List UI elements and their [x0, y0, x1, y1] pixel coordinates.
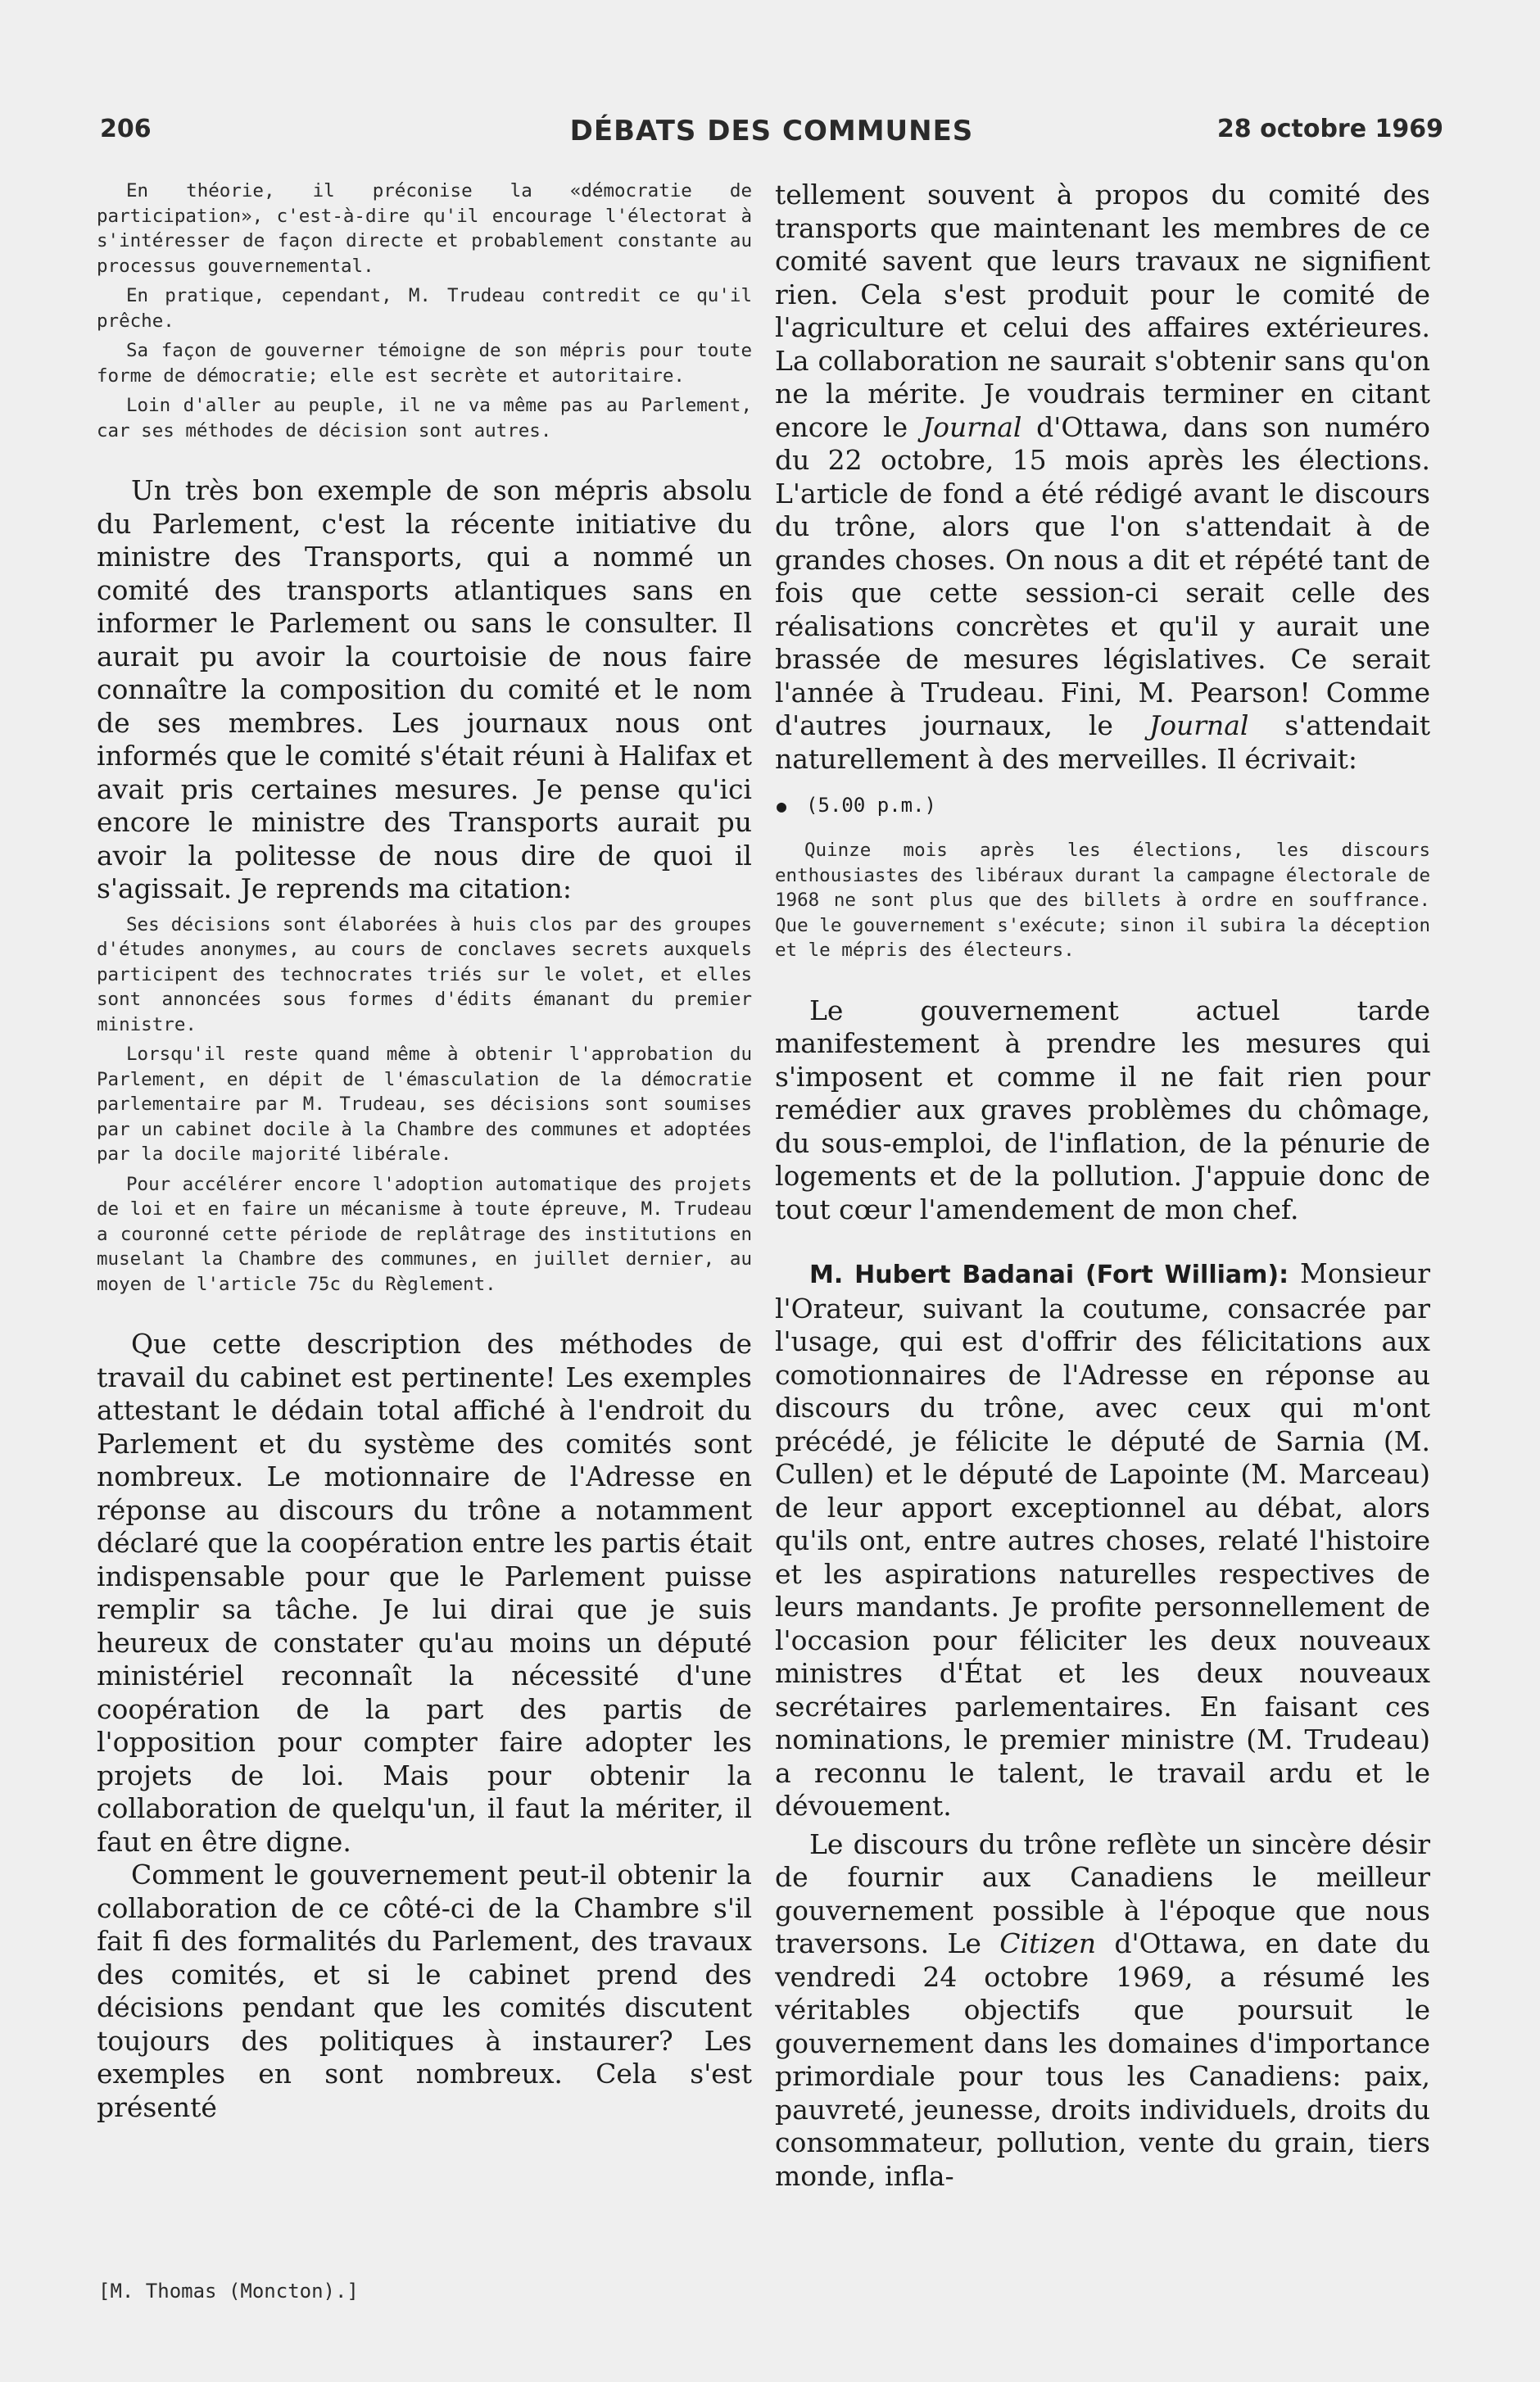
body-paragraph: Un très bon exemple de son mépris absolu du Parlement, c'est la récente initiative du ministre des Transports, qui a nommé un comité des transports atlantiques sans en informer le Parlement ou sans le consulter. Il aurait pu avoir la courtoisie de nous faire connaître la composition du comité et le nom de ses membres. Les journaux nous ont informés que le comité s'était réuni à Halifax et avait pris certaines mesures. Je pense qu'ici encore le ministre des Transports aurait pu avoir la politesse de nous dire de quoi il s'agissait. Je reprends ma citation: — [97, 474, 752, 904]
newspaper-name: Journal — [1148, 709, 1249, 741]
quote-paragraph: En théorie, il préconise la «démocratie de participation», c'est-à-dire qu'il encourage l'électorat à s'intéresser de façon directe et probablement constante au processus gouvernemental. — [97, 180, 752, 277]
bullet-icon: ● — [777, 796, 787, 816]
newspaper-name: Journal — [922, 410, 1022, 443]
body-paragraph: tellement souvent à propos du comité des transports que maintenant les membres de ce comité savent que leurs travaux ne signifient rien. Cela s'est produit pour le comité de l'agriculture et celui des affaires extérieures. La collaboration ne saurait s'obtenir sans qu'on ne la mérite. Je voudrais terminer en citant encore le Journal d'Ottawa, dans son numéro du 22 octobre, 15 mois après les élections. L'article de fond a été rédigé avant le discours du trône, alors que l'on s'attendait à de grandes choses. On nous a dit et répété tant de fois que cette session-ci serait celle des réalisations concrètes et qu'il y aurait une brassée de mesures législatives. Ce serait l'année à Trudeau. Fini, M. Pearson! Comme d'autres journaux, le Journal s'attendait naturellement à des merveilles. Il écrivait: — [775, 179, 1430, 775]
newspaper-name: Citizen — [999, 1927, 1097, 1959]
speaker-name: M. Hubert Badanai (Fort William): — [809, 1261, 1289, 1289]
body-paragraph: Le gouvernement actuel tarde manifestement à prendre les mesures qui s'imposent et comme il ne fait rien pour remédier aux graves problèmes du chômage, du sous-emploi, de l'inflation, de la pénurie de logements et de la pollution. J'appuie donc de tout cœur l'amendement de mon chef. — [775, 994, 1430, 1225]
time-marker: ● (5.00 p.m.) — [777, 794, 936, 817]
quote-paragraph: Loin d'aller au peuple, il ne va même pas au Parlement, car ses méthodes de décision sont autres. — [97, 395, 752, 442]
page-header — [100, 115, 1443, 156]
quote-paragraph: Quinze mois après les élections, les discours enthousiastes des libéraux durant la campagne électorale de 1968 ne sont plus que des billets à ordre en souffrance. Que le gouvernement s'exécute; sinon il subira la déception et le mépris des électeurs. — [775, 840, 1430, 961]
right-column — [775, 179, 1430, 2325]
quote-paragraph: En pratique, cependant, M. Trudeau contredit ce qu'il prêche. — [97, 285, 752, 332]
body-paragraph: Le discours du trône reflète un sincère désir de fournir aux Canadiens le meilleur gouvernement possible à l'époque que nous traversons. Le Citizen d'Ottawa, en date du vendredi 24 octobre 1969, a résumé les véritables objectifs que poursuit le gouvernement dans les domaines d'importance primordiale pour tous les Canadiens: paix, pauvreté, jeunesse, droits individuels, droits du consommateur, pollution, vente du grain, tiers monde, infla- — [775, 1827, 1430, 2192]
quote-paragraph: Pour accélérer encore l'adoption automatique des projets de loi et en faire un mécanisme à toute épreuve, M. Trudeau a couronné cette période de replâtrage des institutions en muselant la Chambre des communes, en juillet dernier, au moyen de l'article 75c du Règlement. — [97, 1173, 752, 1295]
speaker-footer: [M. Thomas (Moncton).] — [98, 2280, 359, 2303]
quote-paragraph: Sa façon de gouverner témoigne de son mépris pour toute forme de démocratie; elle est secrète et autoritaire. — [97, 340, 752, 387]
issue-date: 28 octobre 1969 — [1216, 115, 1443, 143]
body-paragraph: Que cette description des méthodes de travail du cabinet est pertinente! Les exemples attestant le dédain total affiché à l'endroit du Parlement et du système des comités sont nombreux. Le motionnaire de l'Adresse en réponse au discours du trône a notamment déclaré que la coopération entre les partis était indispensable pour que le Parlement puisse remplir sa tâche. Je lui dirai que je suis heureux de constater qu'au moins un député ministériel reconnaît la nécessité d'une coopération de la part des partis de l'opposition pour compter faire adopter les projets de loi. Mais pour obtenir la collaboration de quelqu'un, il faut la mériter, il faut en être digne. — [97, 1328, 752, 1858]
body-paragraph: M. Hubert Badanai (Fort William): Monsieur l'Orateur, suivant la coutume, consacrée par l'usage, qui est d'offrir des félicitations aux comotionnaires de l'Adresse en réponse au discours du trône, avec ceux qui m'ont précédé, je félicite le député de Sarnia (M. Cullen) et le député de Lapointe (M. Marceau) de leur apport exceptionnel au débat, alors qu'ils ont, entre autres choses, relaté l'histoire et les aspirations naturelles respectives de leurs mandants. Je profite personnellement de l'occasion pour féliciter les deux nouveaux ministres d'État et les deux nouveaux secrétaires parlementaires. En faisant ces nominations, le premier ministre (M. Trudeau) a reconnu le talent, le travail ardu et le dévouement. — [775, 1257, 1430, 1822]
quote-paragraph: Ses décisions sont élaborées à huis clos par des groupes d'études anonymes, au cours de conclaves secrets auxquels participent des technocrates triés sur le volet, et elles sont annoncées sous formes d'édits émanant du premier ministre. — [97, 913, 752, 1035]
page-number: 206 — [100, 115, 152, 143]
quote-paragraph: Lorsqu'il reste quand même à obtenir l'approbation du Parlement, en dépit de l'émasculation de la démocratie parlementaire par M. Trudeau, ses décisions sont soumises par un cabinet docile à la Chambre des communes et adoptées par la docile majorité libérale. — [97, 1044, 752, 1165]
body-paragraph: Comment le gouvernement peut-il obtenir la collaboration de ce côté-ci de la Chambre s'il fait fi des formalités du Parlement, des travaux des comités, et si le cabinet prend des décisions pendant que les comités discutent toujours des politiques à instaurer? Les exemples en sont nombreux. Cela s'est présenté — [97, 1859, 752, 2123]
publication-title: DÉBATS DES COMMUNES — [569, 115, 974, 147]
left-column — [97, 179, 752, 2325]
